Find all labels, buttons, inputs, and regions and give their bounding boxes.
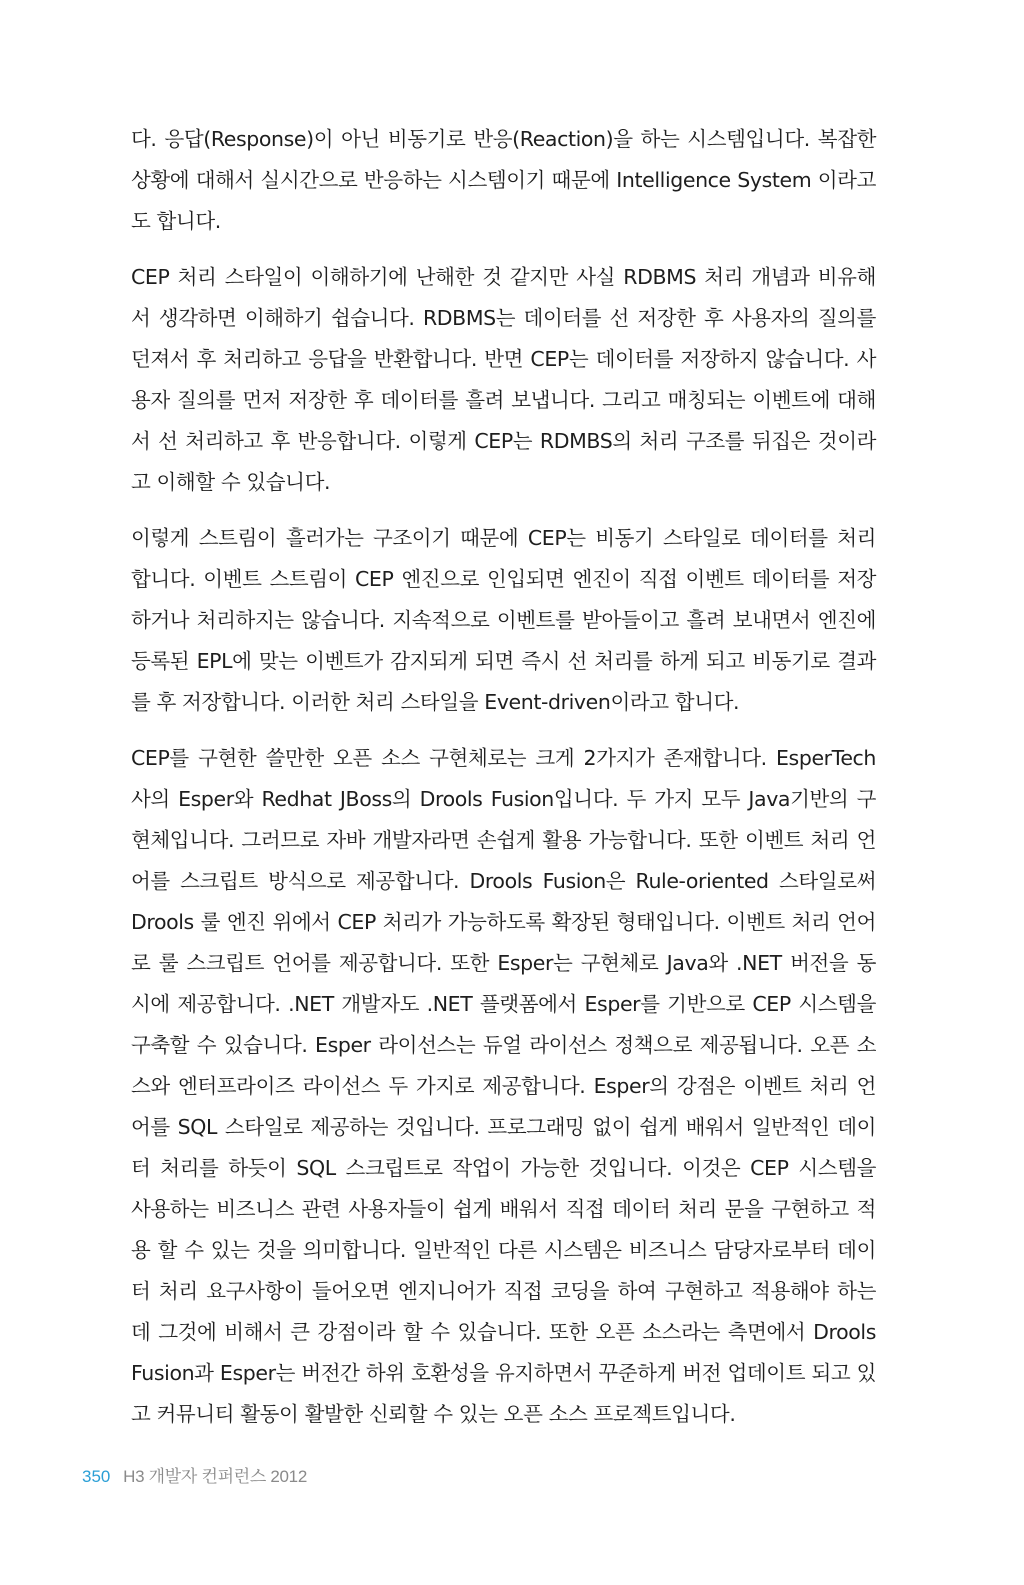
text-line: Drools 룰 엔진 위에서 CEP 처리가 가능하도록 확장된 형태입니다. 이벤트 처리 언어 [131,910,876,934]
footer-title: H3 개발자 컨퍼런스 2012 [123,1467,307,1486]
text-line: 구축할 수 있습니다. Esper 라이선스는 듀얼 라이선스 정책으로 제공됩니다. 오픈 소 [131,1033,876,1057]
text-line: 고 이해할 수 있습니다. [131,470,331,494]
text-line: 사의 Esper와 Redhat JBoss의 Drools Fusion입니다. 두 가지 모두 Java기반의 구 [131,787,876,811]
paragraph [131,738,876,1435]
page-footer [82,1466,307,1488]
text-line: 용자 질의를 먼저 저장한 후 데이터를 흘려 보냅니다. 그리고 매칭되는 이벤트에 대해 [131,388,876,412]
text-line: 합니다. 이벤트 스트림이 CEP 엔진으로 인입되면 엔진이 직접 이벤트 데이터를 저장 [131,567,876,591]
paragraph [131,257,876,503]
text-line: 를 후 저장합니다. 이러한 처리 스타일을 Event-driven이라고 합니다. [131,690,740,714]
text-line: 용 할 수 있는 것을 의미합니다. 일반적인 다른 시스템은 비즈니스 담당자로부터 데이 [131,1238,876,1262]
text-line: 이렇게 스트림이 흘러가는 구조이기 때문에 CEP는 비동기 스타일로 데이터를 처리 [131,526,876,550]
text-line: 스와 엔터프라이즈 라이선스 두 가지로 제공합니다. Esper의 강점은 이벤트 처리 언 [131,1074,876,1098]
text-line: 던져서 후 처리하고 응답을 반환합니다. 반면 CEP는 데이터를 저장하지 않습니다. 사 [131,347,876,371]
text-line: CEP 처리 스타일이 이해하기에 난해한 것 같지만 사실 RDBMS 처리 개념과 비유해 [131,265,876,289]
text-line: 로 룰 스크립트 언어를 제공합니다. 또한 Esper는 구현체로 Java와 .NET 버전을 동 [131,951,876,975]
text-line: 터 처리를 하듯이 SQL 스크립트로 작업이 가능한 것입니다. 이것은 CEP 시스템을 [131,1156,876,1180]
text-line: 어를 SQL 스타일로 제공하는 것입니다. 프로그래밍 없이 쉽게 배워서 일반적인 데이 [131,1115,876,1139]
paragraph [131,119,876,242]
text-line: 어를 스크립트 방식으로 제공합니다. Drools Fusion은 Rule-oriented 스타일로써 [131,869,876,893]
text-line: 하거나 처리하지는 않습니다. 지속적으로 이벤트를 받아들이고 흘려 보내면서 엔진에 [131,608,876,632]
text-line: 서 선 처리하고 후 반응합니다. 이렇게 CEP는 RDMBS의 처리 구조를 뒤집은 것이라 [131,429,876,453]
text-line: CEP를 구현한 쓸만한 오픈 소스 구현체로는 크게 2가지가 존재합니다. EsperTech [131,746,876,770]
text-line: 등록된 EPL에 맞는 이벤트가 감지되게 되면 즉시 선 처리를 하게 되고 비동기로 결과 [131,649,876,673]
text-line: 사용하는 비즈니스 관련 사용자들이 쉽게 배워서 직접 데이터 처리 문을 구현하고 적 [131,1197,876,1221]
text-line: Fusion과 Esper는 버전간 하위 호환성을 유지하면서 꾸준하게 버전 업데이트 되고 있 [131,1361,876,1385]
page-number: 350 [82,1467,111,1486]
text-line: 도 합니다. [131,209,221,233]
text-line: 고 커뮤니티 활동이 활발한 신뢰할 수 있는 오픈 소스 프로젝트입니다. [131,1402,736,1426]
text-line: 다. 응답(Response)이 아닌 비동기로 반응(Reaction)을 하는 시스템입니다. 복잡한 [131,127,876,151]
page-body [131,119,876,1450]
text-line: 현체입니다. 그러므로 자바 개발자라면 손쉽게 활용 가능합니다. 또한 이벤트 처리 언 [131,828,876,852]
text-line: 시에 제공합니다. .NET 개발자도 .NET 플랫폼에서 Esper를 기반으로 CEP 시스템을 [131,992,876,1016]
paragraph [131,518,876,723]
text-line: 터 처리 요구사항이 들어오면 엔지니어가 직접 코딩을 하여 구현하고 적용해야 하는 [131,1279,876,1303]
text-line: 데 그것에 비해서 큰 강점이라 할 수 있습니다. 또한 오픈 소스라는 측면에서 Drools [131,1320,876,1344]
text-line: 상황에 대해서 실시간으로 반응하는 시스템이기 때문에 Intelligence System 이라고 [131,168,876,192]
text-line: 서 생각하면 이해하기 쉽습니다. RDBMS는 데이터를 선 저장한 후 사용자의 질의를 [131,306,876,330]
